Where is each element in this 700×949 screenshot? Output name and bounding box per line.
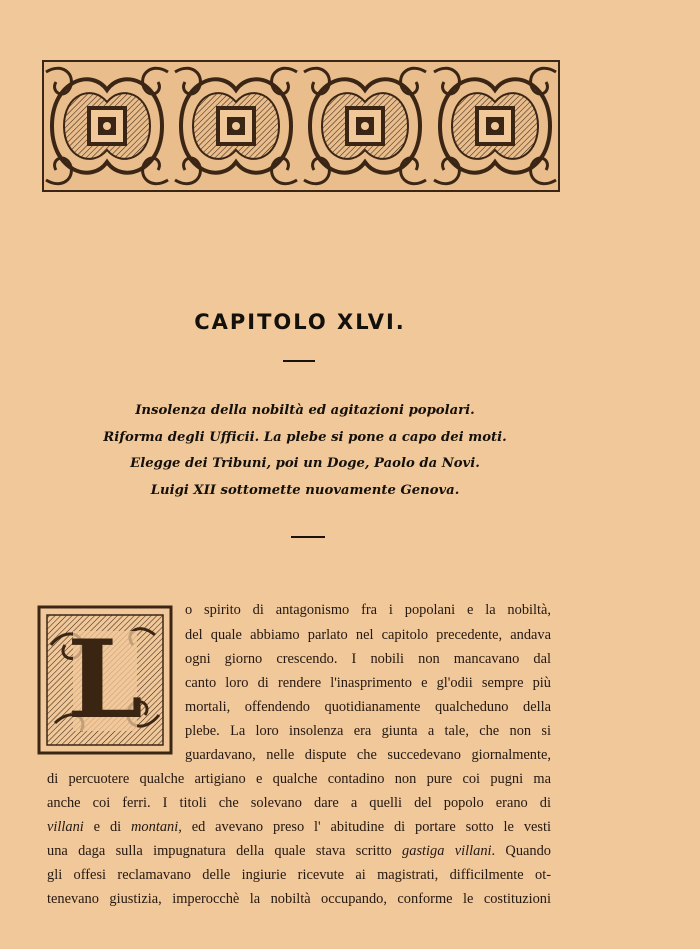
text-fragment: . Quando (491, 843, 551, 859)
italic-word: villani (47, 819, 84, 835)
summary-line: Luigi XII sottomette nuovamente Genova. (150, 482, 460, 498)
text-line: gli offesi reclamavano delle ingiurie ricevute ai magistrati, difficilmente ot- (47, 867, 551, 883)
text-line: del quale abbiamo parlato nel capitolo precedente, andava (185, 627, 551, 643)
italic-word: montani, (131, 819, 182, 835)
text-line: anche coi ferri. I titoli che solevano dare a quelli del popolo erano di (47, 795, 551, 811)
text-line (47, 843, 551, 860)
text-line: o spirito di antagonismo fra i popolani e la nobiltà, (185, 602, 551, 618)
text-line: tenevano giustizia, imperocchè la nobiltà occupando, conforme le costituzioni (47, 891, 551, 907)
ornamental-header-band (42, 60, 560, 192)
drop-cap-letter: L (67, 617, 143, 743)
text-fragment: e di (83, 819, 132, 835)
summary-rule (291, 536, 325, 538)
text-line: di percuotere qualche artigiano e qualche contadino non pure coi pugni ma (47, 771, 551, 787)
text-line: plebe. La loro insolenza era giunta a tale, che non si (185, 723, 551, 739)
text-fragment: una daga sulla impugnatura della quale stava scritto (47, 843, 403, 859)
text-fragment: ed avevano preso l' abitudine di portare sotto le vesti (181, 819, 552, 835)
summary-line: Insolenza della nobiltà ed agitazioni popolari. (135, 403, 475, 418)
summary-line: Elegge dei Tribuni, poi un Doge, Paolo da Novi. (130, 456, 480, 471)
text-line: mortali, offendendo quotidianamente qualcheduno della (185, 699, 551, 715)
text-line: guardavano, nelle dispute che succedevano giornalmente, (185, 747, 551, 763)
text-line: canto loro di rendere l'inasprimento e gl'odii sempre più (185, 675, 551, 691)
drop-cap (37, 605, 173, 755)
title-rule (283, 360, 315, 362)
chapter-summary (0, 398, 610, 504)
chapter-title: CAPITOLO XLVI. (194, 310, 406, 334)
text-line (47, 819, 551, 836)
italic-phrase: gastiga villani (402, 843, 492, 859)
summary-line: Riforma degli Ufficii. La plebe si pone a capo dei moti. (103, 429, 507, 445)
text-line: ogni giorno crescendo. I nobili non mancavano dal (185, 651, 551, 667)
